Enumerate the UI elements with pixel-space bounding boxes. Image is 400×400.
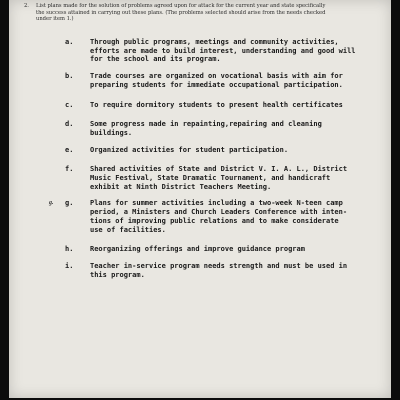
item-letter: d.: [65, 120, 74, 129]
item-line: To require dormitory students to present health certificates: [90, 100, 343, 109]
item-line: Plans for summer activities including a two-week N-teen camp: [90, 199, 343, 208]
item-letter: a.: [65, 38, 74, 46]
item-line: preparing students for immediate occupational participation.: [90, 80, 343, 89]
item-line: period, a Ministers and Church Leaders Conference with inten-: [90, 208, 348, 217]
item-letter: c.: [65, 100, 74, 109]
item-line: exhibit at Ninth District Teachers Meeting.: [90, 182, 272, 191]
item-letter: e.: [65, 145, 74, 154]
list-item: [49, 72, 379, 89]
item-line: Reorganizing offerings and improve guidance program: [90, 245, 305, 254]
list-item: [49, 262, 379, 279]
item-line: efforts are made to build interest, understanding and good will: [90, 46, 356, 55]
item-line: for the school and its program.: [90, 55, 221, 64]
handwritten-margin-note: g.: [49, 200, 54, 207]
question-number: 2.: [24, 3, 29, 9]
question-line: List plans made for the solution of problems agreed upon for attack for the current year and state specifically: [36, 3, 326, 9]
question-line: the success attained in carrying out these plans. (The problems selected should arise from the needs checked: [36, 9, 326, 16]
item-line: Through public programs, meetings and community activities,: [90, 38, 339, 46]
list-item: [49, 245, 379, 254]
item-line: this program.: [90, 270, 145, 279]
list-item: [49, 199, 379, 234]
list-item: [49, 101, 379, 110]
list-item: [49, 38, 379, 64]
item-letter: h.: [65, 245, 74, 254]
item-line: tions of improving public relations and to make considerate: [90, 216, 339, 225]
item-line: Organized activities for student participation.: [90, 145, 289, 154]
item-line: Teacher in-service program needs strength and must be used in: [90, 261, 348, 270]
question-header: [24, 3, 376, 23]
item-line: buildings.: [90, 128, 133, 137]
item-letter: g.: [65, 199, 74, 208]
item-line: Shared activities of State and District V. I. A. L., District: [90, 165, 348, 174]
document-page: [9, 0, 391, 398]
item-letter: f.: [65, 165, 74, 174]
item-line: use of facilities.: [90, 225, 166, 234]
list-item: [49, 120, 379, 137]
question-line: under item 1.): [36, 16, 74, 23]
list-item: [49, 165, 379, 191]
item-letter: i.: [65, 261, 74, 270]
item-line: Some progress made in repainting,repairing and cleaning: [90, 120, 322, 129]
item-line: Music Festival, State Dramatic Tournament, and handicraft: [90, 174, 331, 183]
list-item: [49, 146, 379, 155]
item-letter: b.: [65, 72, 74, 81]
item-line: Trade courses are organized on vocational basis with aim for: [90, 72, 343, 81]
plans-list: [49, 38, 379, 279]
